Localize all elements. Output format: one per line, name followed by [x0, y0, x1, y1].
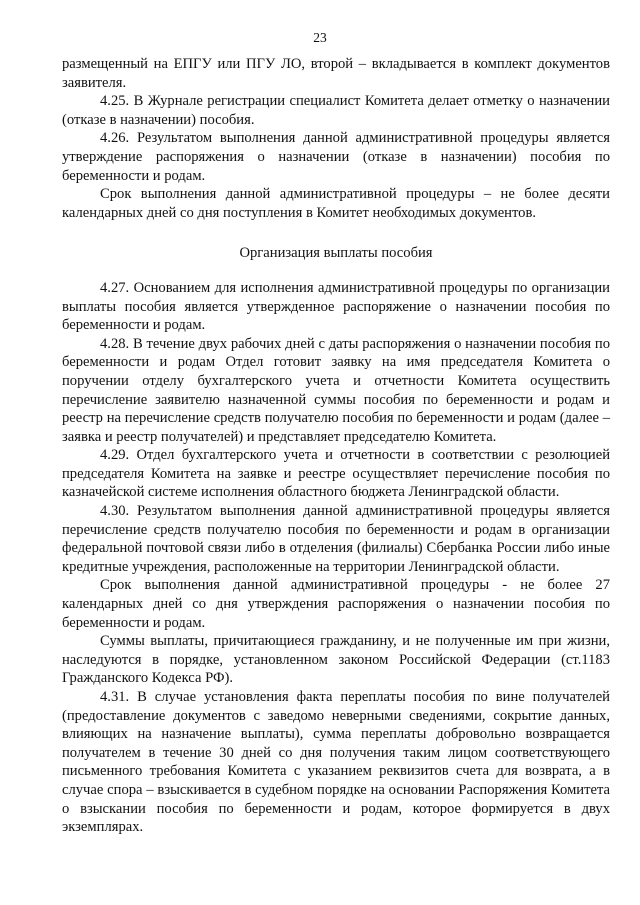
page-body: [62, 55, 610, 837]
paragraph-deadline-10-days: Срок выполнения данной административной процедуры – не более десяти календарных дней со дня поступления в Комитет необходимых документов.: [62, 186, 610, 221]
paragraph-4-25: 4.25. В Журнале регистрации специалист Комитета делает отметку о назначении (отказе в назначении) пособия.: [62, 93, 610, 128]
paragraph-4-29: 4.29. Отдел бухгалтерского учета и отчетности в соответствии с резолюцией председателя Комитета на заявке и реестре осуществляет перечисление пособия по казначейской системе исполнения областного бюджета Ленинградской области.: [62, 447, 610, 501]
paragraph-continuation: размещенный на ЕПГУ или ПГУ ЛО, второй – вкладывается в комплект документов заявителя.: [62, 56, 610, 91]
paragraph-4-31: 4.31. В случае установления факта переплаты пособия по вине получателей (предоставление документов с заведомо неверными сведениями, сокрытие данных, влияющих на назначение выплаты), сумма переплаты добровольно возвращается получателем в течение 30 дней со дня получения таким лицом соответствующего письменного требования Комитета с указанием реквизитов счета для возврата, а в случае спора – взыскивается в судебном порядке на основании Распоряжения Комитета о взыскании пособия по беременности и родам, которое формируется в двух экземплярах.: [62, 689, 610, 836]
paragraph-4-28: 4.28. В течение двух рабочих дней с даты распоряжения о назначении пособия по беременности и родам Отдел готовит заявку на имя председателя Комитета о поручении отделу бухгалтерского учета и отчетности Комитета осуществить перечисление заявителю назначенной суммы пособия по беременности и родам и реестр на перечисление средств получателю пособия по беременности и родам (далее – заявка и реестр получателей) и представляет председателю Комитета.: [62, 335, 610, 445]
paragraph-4-27: 4.27. Основанием для исполнения административной процедуры по организации выплаты пособия является утвержденное распоряжение о назначении пособия по беременности и родам.: [62, 279, 610, 334]
paragraph-inheritance: Суммы выплаты, причитающиеся гражданину, и не полученные им при жизни, наследуются в порядке, установленном законом Российской Федерации (ст.1183 Гражданского Кодекса РФ).: [62, 633, 610, 687]
page-number: 23: [313, 30, 327, 45]
section-heading: Организация выплаты пособия: [239, 245, 433, 262]
paragraph-deadline-27-days: Срок выполнения данной административной процедуры - не более 27 календарных дней со дня утверждения распоряжения о назначении пособия по беременности и родам.: [62, 577, 610, 631]
paragraph-4-26: 4.26. Результатом выполнения данной административной процедуры является утверждение распоряжения о назначении (отказе в назначении) пособия по беременности и родам.: [62, 130, 610, 184]
paragraph-4-30: 4.30. Результатом выполнения данной административной процедуры является перечисление средств получателю пособия по беременности и родам в организации федеральной почтовой связи либо в отделения (филиалы) Сбербанка России либо иные кредитные учреждения, расположенные на территории Ленинградской области.: [62, 503, 610, 575]
